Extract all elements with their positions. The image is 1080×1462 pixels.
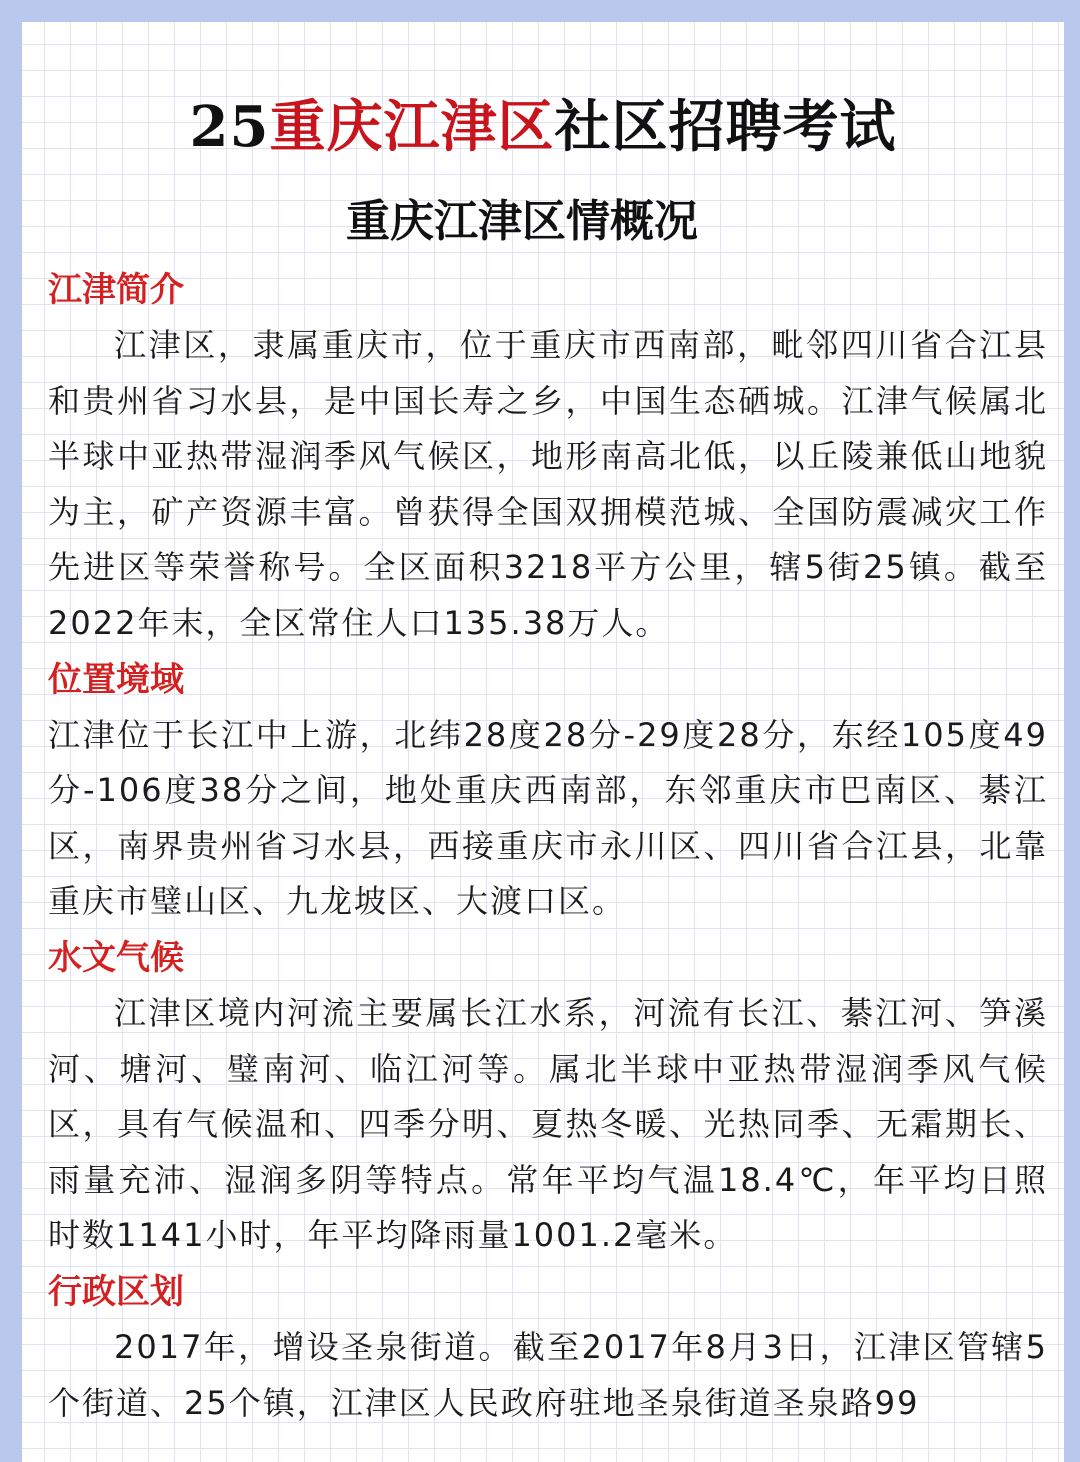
title-highlight: 重庆江津区 <box>269 94 555 160</box>
title-prefix: 25 <box>189 94 270 160</box>
document-page <box>22 22 1064 1462</box>
section-heading-admin: 行政区划 <box>48 1271 184 1312</box>
title-suffix: 社区招聘考试 <box>554 94 897 160</box>
page-title <box>22 92 1064 162</box>
section-text-climate: 江津区境内河流主要属长江水系，河流有长江、綦江河、笋溪河、塘河、璧南河、临江河等。属北半球中亚热带湿润季风气候区，具有气候温和、四季分明、夏热冬暖、光热同季、无霜期长、雨量充沛、湿润多阴等特点。常年平均气温18.4℃，年平均日照时数1141小时，年平均降雨量1001.2毫米。 <box>48 993 1048 1255</box>
section-text-intro: 江津区，隶属重庆市，位于重庆市西南部，毗邻四川省合江县和贵州省习水县，是中国长寿之乡，中国生态硒城。江津气候属北半球中亚热带湿润季风气候区，地形南高北低，以丘陵兼低山地貌为主，矿产资源丰富。曾获得全国双拥模范城、全国防震减灾工作先进区等荣誉称号。全区面积3218平方公里，辖5街25镇。截至2022年末，全区常住人口135.38万人。 <box>48 326 1048 642</box>
section-text-admin: 2017年，增设圣泉街道。截至2017年8月3日，江津区管辖5个街道、25个镇，江津区人民政府驻地圣泉街道圣泉路99 <box>48 1327 1048 1422</box>
document-body <box>48 262 1048 1431</box>
section-heading-intro: 江津简介 <box>48 270 184 310</box>
page-subtitle: 重庆江津区情概况 <box>346 196 698 247</box>
section-heading-location: 位置境域 <box>48 659 184 700</box>
section-text-location: 江津位于长江中上游，北纬28度28分-29度28分，东经105度49分-106度38分之间，地处重庆西南部，东邻重庆市巴南区、綦江区，南界贵州省习水县，西接重庆市永川区、四川省合江县，北靠重庆市璧山区、九龙坡区、大渡口区。 <box>48 715 1048 921</box>
section-heading-climate: 水文气候 <box>48 937 184 978</box>
